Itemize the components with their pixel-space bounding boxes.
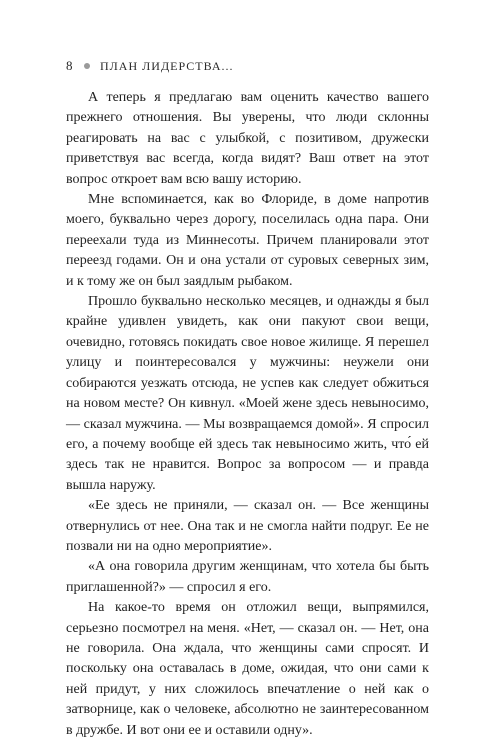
paragraph: Мне вспоминается, как во Флориде, в доме напротив моего, буквально через дорогу, поселилась одна пара. Они переехали туда из Миннесоты. Причем планировали этот переезд годами. Он и она устали от суровых северных зим, и к тому же он был заядлым рыбаком. <box>66 192 429 289</box>
running-head <box>66 58 429 74</box>
book-page <box>66 58 429 741</box>
bullet-separator <box>84 63 90 69</box>
paragraph: Прошло буквально несколько месяцев, и однажды я был крайне удивлен увидеть, как они пакуют свои вещи, очевидно, готовясь покидать свое новое жилище. Я перешел улицу и поинтересовался у мужчины: неужели они собираются уезжать отсюда, не успев как следует обжиться на новом месте? Он кивнул. «Моей жене здесь невыносимо, — сказал мужчина. — Мы возвращаемся домой». Я спросил его, а почему вообще ей здесь так невыносимо жить, что́ ей здесь так не нравится. Вопрос за вопросом — и правда вышла наружу. <box>66 294 429 493</box>
paragraph: А теперь я предлагаю вам оценить качество вашего прежнего отношения. Вы уверены, что люди склонны реагировать на вас с улыбкой, с позитивом, дружески приветствуя вас всегда, когда видят? Ваш ответ на этот вопрос откроет вам всю вашу историю. <box>66 90 429 187</box>
page-number: 8 <box>66 58 74 73</box>
paragraph: «Ее здесь не приняли, — сказал он. — Все женщины отвернулись от нее. Она так и не смогла найти подруг. Ее не позвали ни на одно мероприятие». <box>66 498 429 554</box>
body-text <box>66 88 429 741</box>
paragraph: На какое-то время он отложил вещи, выпрямился, серьезно посмотрел на меня. «Нет, — сказал он. — Нет, она не говорила. Она ждала, что женщины сами спросят. И поскольку она оставалась в доме, ожидая, что они сами к ней придут, у них сложилось впечатление о ней как о затворнице, как о человеке, абсолютно не заинтересованном в дружбе. И вот они ее и оставили одну». <box>66 600 429 738</box>
paragraph: «А она говорила другим женщинам, что хотела бы быть приглашенной?» — спросил я его. <box>66 559 429 595</box>
running-title: ПЛАН ЛИДЕРСТВА... <box>100 58 234 73</box>
